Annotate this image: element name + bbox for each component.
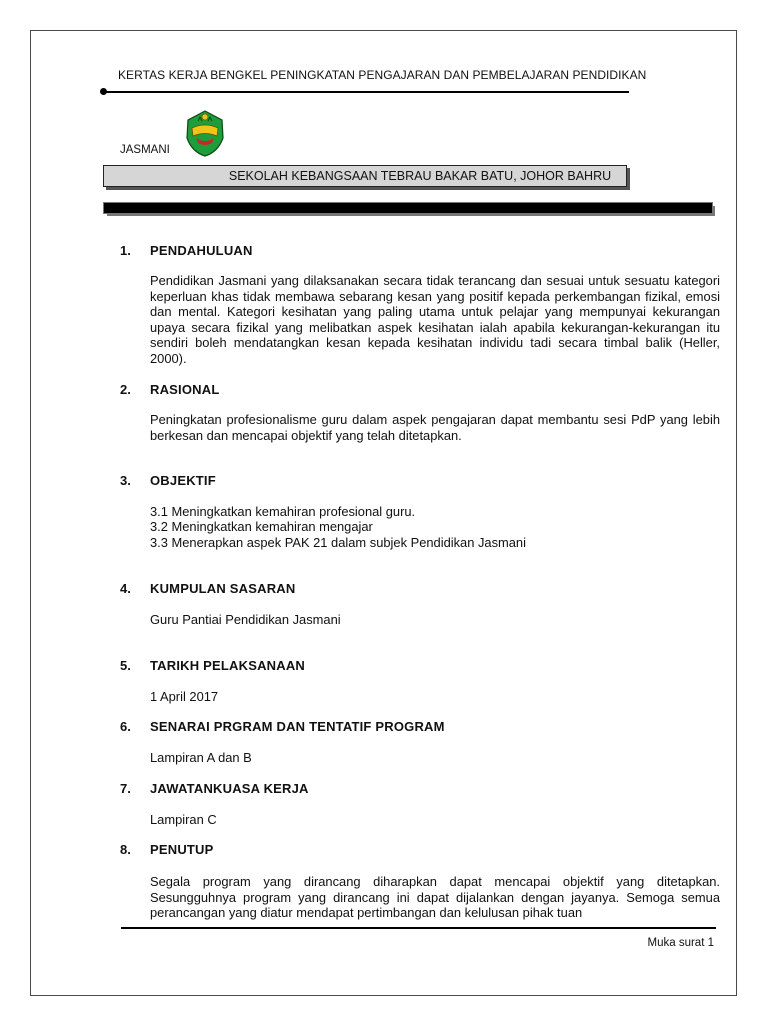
- objective-item: 3.3 Menerapkan aspek PAK 21 dalam subjek Pendidikan Jasmani: [150, 535, 526, 550]
- section-title-kumpulan-sasaran: KUMPULAN SASARAN: [150, 581, 296, 596]
- section-number: 1.: [120, 243, 131, 258]
- section-title-tarikh: TARIKH PELAKSANAAN: [150, 658, 306, 673]
- document-header-title: KERTAS KERJA BENGKEL PENINGKATAN PENGAJARAN DAN PEMBELAJARAN PENDIDIKAN: [118, 68, 647, 82]
- section-title-jawatankuasa: JAWATANKUASA KERJA: [150, 781, 309, 796]
- section-title-penutup: PENUTUP: [150, 842, 214, 857]
- section-body-kumpulan-sasaran: Guru Pantiai Pendidikan Jasmani: [150, 612, 341, 627]
- section-number: 3.: [120, 473, 131, 488]
- section-body-penutup: Segala program yang dirancang diharapkan dapat mencapai objektif yang ditetapkan. Sesungguhnya program yang dirancang ini dapat dijalankan dengan jayanya. Semoga semua perancangan yang diatur mendapat pertimbangan dan kelulusan pihak tuan: [150, 874, 720, 920]
- section-body-tarikh: 1 April 2017: [150, 689, 219, 704]
- section-title-senarai-program: SENARAI PRGRAM DAN TENTATIF PROGRAM: [150, 719, 445, 734]
- section-body-senarai-program: Lampiran A dan B: [150, 750, 252, 765]
- section-number: 8.: [120, 842, 131, 857]
- footer-rule: [121, 927, 716, 929]
- section-number: 7.: [120, 781, 131, 796]
- section-body-jawatankuasa: Lampiran C: [150, 812, 217, 827]
- school-crest-logo: [182, 108, 228, 158]
- section-title-pendahuluan: PENDAHULUAN: [150, 243, 253, 258]
- document-subject: JASMANI: [120, 144, 170, 156]
- section-number: 5.: [120, 658, 131, 673]
- page-number: Muka surat 1: [647, 937, 714, 949]
- section-title-objektif: OBJEKTIF: [150, 473, 216, 488]
- section-number: 6.: [120, 719, 131, 734]
- section-title-rasional: RASIONAL: [150, 382, 220, 397]
- objective-item: 3.2 Meningkatkan kemahiran mengajar: [150, 519, 373, 534]
- header-rule: [104, 91, 629, 93]
- section-number: 4.: [120, 581, 131, 596]
- header-thick-bar: [104, 203, 712, 213]
- school-name-banner: SEKOLAH KEBANGSAAN TEBRAU BAKAR BATU, JOHOR BAHRU: [103, 165, 627, 187]
- objective-item: 3.1 Meningkatkan kemahiran profesional guru.: [150, 504, 416, 519]
- section-number: 2.: [120, 382, 131, 397]
- section-body-pendahuluan: Pendidikan Jasmani yang dilaksanakan secara tidak terancang dan sesuai untuk sesuatu kategori keperluan khas tidak membawa sebarang kesan yang positif kepada perkembangan fizikal, emosi dan mental. Kategori kesihatan yang paling utama untuk pelajar yang mempunyai kekurangan upaya secara fizikal yang melibatkan aspek kesihatan ialah apabila kekurangan-kekurangan itu sendiri boleh mendatangkan kesan kepada kesihatan individu tadi secara timbal balik (Heller, 2000).: [150, 273, 720, 366]
- section-body-rasional: Peningkatan profesionalisme guru dalam aspek pengajaran dapat membantu sesi PdP yang lebih berkesan dan mencapai objektif yang telah ditetapkan.: [150, 412, 720, 443]
